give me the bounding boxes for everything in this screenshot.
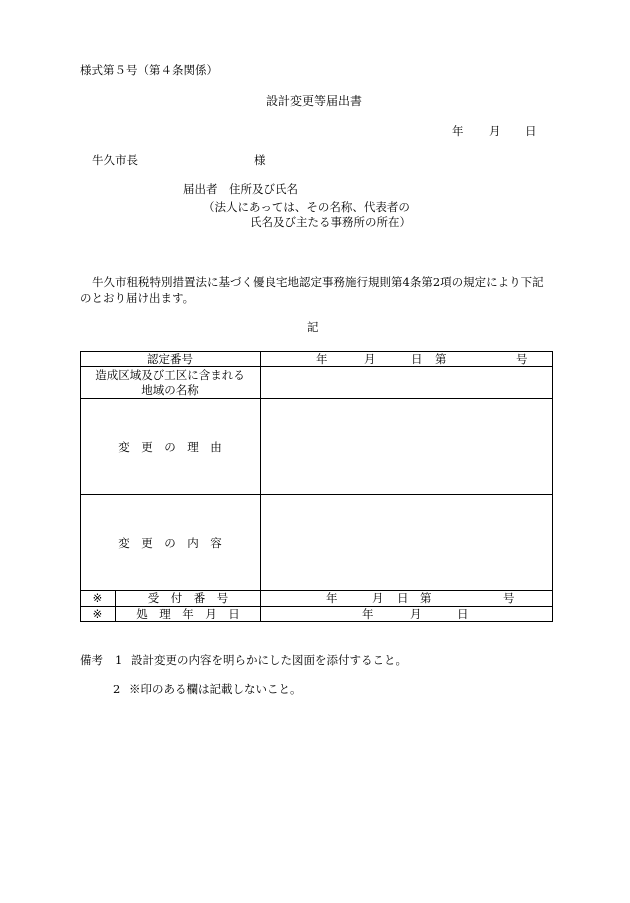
area-name-label <box>80 367 260 398</box>
change-reason-field <box>261 399 552 494</box>
table-divider <box>80 621 553 622</box>
certification-number-suffix: 号 <box>516 352 528 366</box>
form-number-label: 様式第５号（第４条関係） <box>80 63 218 77</box>
area-name-label-line1: 造成区域及び工区に含まれる <box>95 367 245 382</box>
addressee-name: 牛久市長 <box>92 153 138 167</box>
addressee-honorific: 様 <box>254 153 266 167</box>
note-item-text: 設計変更の内容を明らかにした図面を添付すること。 <box>131 653 407 667</box>
notes-heading: 備考 <box>80 653 103 667</box>
note-item-text: ※印のある欄は記載しないこと。 <box>129 682 302 696</box>
certification-number-label: 認定番号 <box>147 352 193 366</box>
applicant-note-line1: （法人にあっては、その名称、代表者の <box>203 200 410 214</box>
certification-month-label: 月 <box>364 352 376 366</box>
processing-day-label: 日 <box>457 607 469 621</box>
date-day-label: 日 <box>525 124 537 138</box>
receipt-month-label: 月 <box>372 591 384 605</box>
area-name-label-line2: 地域の名称 <box>141 382 199 397</box>
receipt-year-label: 年 <box>326 591 338 605</box>
certification-number-field <box>261 352 552 366</box>
receipt-number-prefix: 第 <box>420 591 432 605</box>
application-table <box>80 351 553 622</box>
receipt-number-field <box>261 591 552 606</box>
certification-number-prefix: 第 <box>435 352 447 366</box>
receipt-day-label: 日 <box>397 591 409 605</box>
table-divider <box>552 351 553 622</box>
certification-day-label: 日 <box>411 352 423 366</box>
applicant-label: 届出者 住所及び氏名 <box>183 182 298 196</box>
processing-date-field <box>261 607 552 621</box>
processing-year-label: 年 <box>362 607 374 621</box>
note-item-number: 2 <box>113 682 121 696</box>
area-name-field <box>261 367 552 398</box>
receipt-mark: ※ <box>92 591 103 605</box>
change-content-field <box>261 495 552 590</box>
note-item-number: 1 <box>115 653 123 667</box>
date-month-label: 月 <box>489 124 501 138</box>
receipt-number-suffix: 号 <box>503 591 515 605</box>
certification-year-label: 年 <box>316 352 328 366</box>
document-title: 設計変更等届出書 <box>266 94 363 108</box>
body-text-line2: のとおり届け出ます。 <box>80 291 195 305</box>
processing-date-label: 処 理 年 月 日 <box>136 607 240 621</box>
change-content-label: 変 更 の 内 容 <box>118 535 222 550</box>
processing-mark: ※ <box>92 607 103 621</box>
applicant-note-line2: 氏名及び主たる事務所の所在） <box>250 215 411 229</box>
notation-marker: 記 <box>307 320 319 334</box>
processing-month-label: 月 <box>410 607 422 621</box>
date-year-label: 年 <box>452 124 464 138</box>
body-text-line1: 牛久市租税特別措置法に基づく優良宅地認定事務施行規則第4条第2項の規定により下記 <box>92 275 544 289</box>
change-reason-label: 変 更 の 理 由 <box>118 439 222 454</box>
receipt-number-label: 受 付 番 号 <box>147 591 229 605</box>
